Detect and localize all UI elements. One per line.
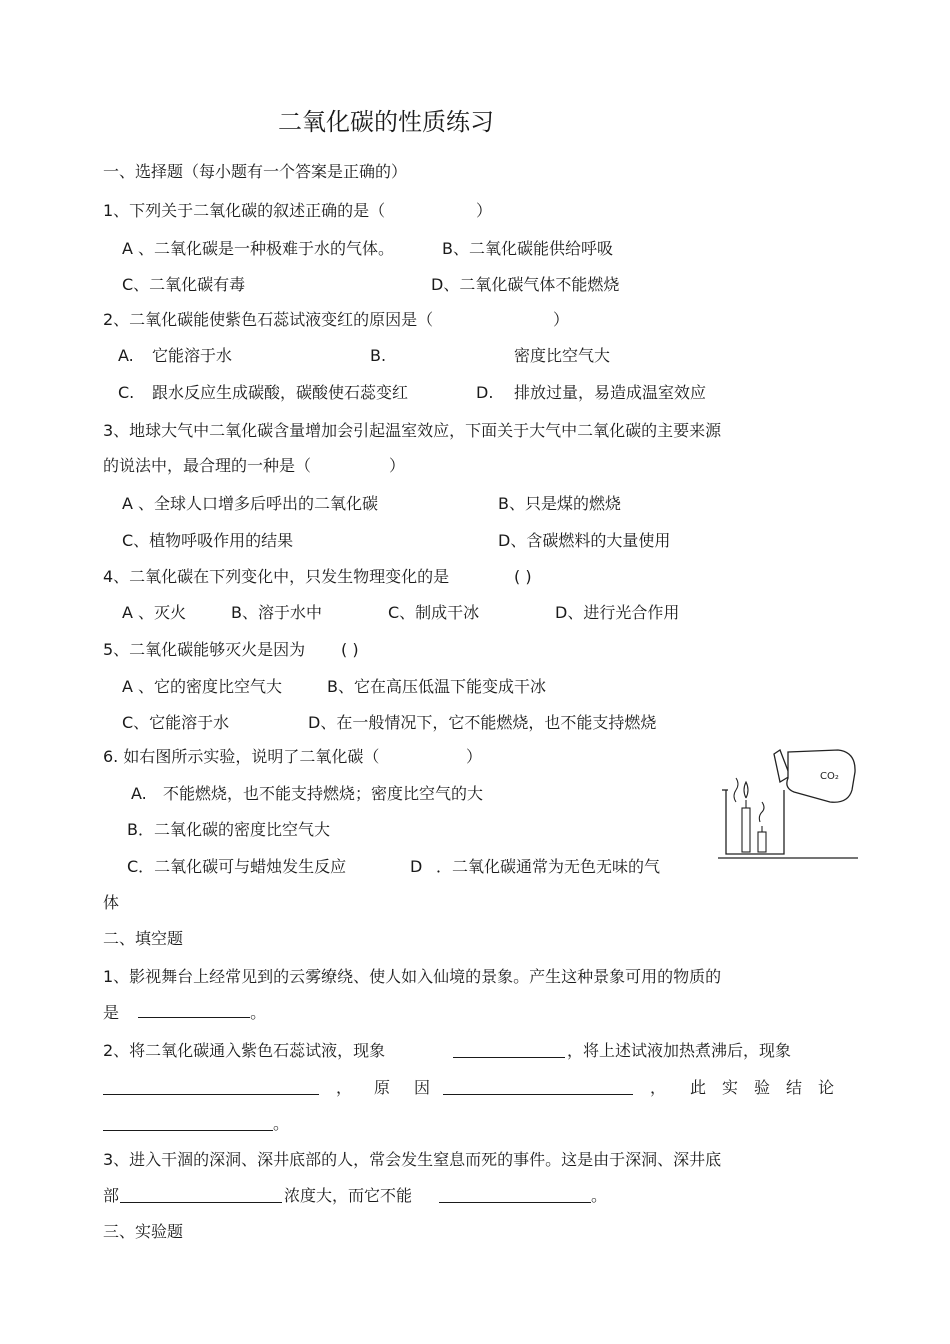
question-4-option-c: C、制成干冰 — [388, 603, 480, 622]
fill-2-reason-label: 原 因 — [374, 1078, 435, 1097]
question-6-option-d-tail: 体 — [103, 893, 120, 912]
page-title: 二氧化碳的性质练习 — [278, 108, 494, 136]
question-1-stem: 1、下列关于二氧化碳的叙述正确的是（ — [103, 201, 386, 220]
fill-1-blank[interactable] — [138, 1002, 250, 1018]
question-2-stem: 2、二氧化碳能使紫色石蕊试液变红的原因是（ — [103, 310, 434, 329]
section-heading-experiment: 三、实验题 — [103, 1222, 184, 1241]
question-5-stem: 5、二氧化碳能够灭火是因为 — [103, 640, 306, 659]
question-4-option-a: A 、灭火 — [122, 603, 187, 622]
fill-3-line1: 3、进入干涸的深洞、深井底部的人，常会发生窒息而死的事件。这是由于深洞、深井底 — [103, 1150, 722, 1169]
question-2-option-d: 排放过量，易造成温室效应 — [514, 383, 707, 402]
question-5-paren: ( ) — [341, 640, 359, 659]
fill-1-prefix: 是 — [103, 1003, 120, 1022]
question-5-option-a: A 、它的密度比空气大 — [122, 677, 283, 696]
question-1-option-c: C、二氧化碳有毒 — [122, 275, 246, 294]
question-6-option-a-label: A. — [131, 784, 147, 803]
question-3-option-d: D、含碳燃料的大量使用 — [498, 531, 671, 550]
fill-2-line1-suffix: ，将上述试液加热煮沸后，现象 — [567, 1041, 792, 1060]
question-5-option-c: C、它能溶于水 — [122, 713, 230, 732]
fill-2-comma-1: ， — [336, 1078, 353, 1097]
question-6-option-a: 不能燃烧，也不能支持燃烧；密度比空气的大 — [163, 784, 484, 803]
fill-3-property-blank[interactable] — [439, 1187, 591, 1203]
section-heading-choice: 一、选择题（每小题有一个答案是正确的） — [103, 162, 408, 181]
question-2-option-d-label: D. — [476, 383, 494, 402]
fill-3-gas-blank[interactable] — [120, 1187, 282, 1203]
fill-1-line1: 1、影视舞台上经常见到的云雾缭绕、使人如入仙境的景象。产生这种景象可用的物质的 — [103, 967, 722, 986]
fill-1-suffix: 。 — [250, 1003, 267, 1022]
question-2-paren-close: ） — [553, 310, 570, 329]
question-6-option-b: B．二氧化碳的密度比空气大 — [127, 820, 330, 839]
question-2-option-a: 它能溶于水 — [152, 346, 233, 365]
question-1-option-b: B、二氧化碳能供给呼吸 — [442, 239, 613, 258]
question-3-paren-close: ） — [389, 456, 406, 475]
question-4-option-b: B、溶于水中 — [231, 603, 322, 622]
fill-2-line1-prefix: 2、将二氧化碳通入紫色石蕊试液，现象 — [103, 1041, 386, 1060]
fill-2-line3-suffix: 。 — [273, 1114, 290, 1133]
question-6-paren-close: ） — [466, 747, 483, 766]
fill-2-comma-2: ， — [650, 1078, 667, 1097]
question-6-stem: 6. 如右图所示实验，说明了二氧化碳（ — [103, 747, 380, 766]
tall-candle — [742, 782, 750, 852]
question-6-option-c: C．二氧化碳可与蜡烛发生反应 — [127, 857, 347, 876]
co2-label: CO₂ — [820, 771, 839, 782]
question-5-option-b: B、它在高压低温下能变成干冰 — [327, 677, 546, 696]
question-1-paren-close: ） — [476, 201, 493, 220]
question-2-option-c: 跟水反应生成碳酸，碳酸使石蕊变红 — [152, 383, 409, 402]
question-1-option-d: D、二氧化碳气体不能燃烧 — [431, 275, 620, 294]
section-heading-fill: 二、填空题 — [103, 929, 184, 948]
question-3-option-a: A 、全球人口增多后呼出的二氧化碳 — [122, 494, 379, 513]
question-2-option-b: 密度比空气大 — [514, 346, 611, 365]
question-3-option-b: B、只是煤的燃烧 — [498, 494, 621, 513]
fill-2-phenomenon-blank[interactable] — [453, 1042, 565, 1058]
wavy-smoke — [734, 778, 738, 802]
question-6-option-d: ．二氧化碳通常为无色无味的气 — [436, 857, 661, 876]
question-1-option-a: A 、二氧化碳是一种极难于水的气体。 — [122, 239, 395, 258]
question-3-stem-line1: 3、地球大气中二氧化碳含量增加会引起温室效应，下面关于大气中二氧化碳的主要来源 — [103, 421, 722, 440]
question-4-option-d: D、进行光合作用 — [555, 603, 680, 622]
question-2-option-c-label: C. — [118, 383, 135, 402]
question-3-stem-line2: 的说法中，最合理的一种是（ — [103, 456, 312, 475]
question-6-option-d-label: D — [410, 857, 423, 876]
co2-bottle — [774, 750, 855, 802]
experiment-figure — [718, 742, 863, 867]
fill-3-line2-suffix: 。 — [591, 1186, 608, 1205]
question-5-option-d: D、在一般情况下，它不能燃烧，也不能支持燃烧 — [308, 713, 657, 732]
question-2-option-b-label: B. — [370, 346, 387, 365]
question-4-paren: ( ) — [514, 567, 532, 586]
short-candle — [758, 802, 766, 852]
fill-2-boiled-phenomenon-blank[interactable] — [103, 1079, 319, 1095]
fill-1-line2 — [103, 1002, 266, 1023]
fill-2-reason-blank[interactable] — [443, 1079, 633, 1095]
fill-2-conclusion-label: 此 实 验 结 论 — [690, 1078, 835, 1097]
question-3-option-c: C、植物呼吸作用的结果 — [122, 531, 294, 550]
question-2-option-a-label: A. — [118, 346, 134, 365]
fill-2-conclusion-blank[interactable] — [103, 1115, 273, 1131]
question-4-stem: 4、二氧化碳在下列变化中，只发生物理变化的是 — [103, 567, 450, 586]
fill-3-line2-mid: 浓度大，而它不能 — [284, 1186, 413, 1205]
fill-3-line2-prefix: 部 — [103, 1186, 120, 1205]
